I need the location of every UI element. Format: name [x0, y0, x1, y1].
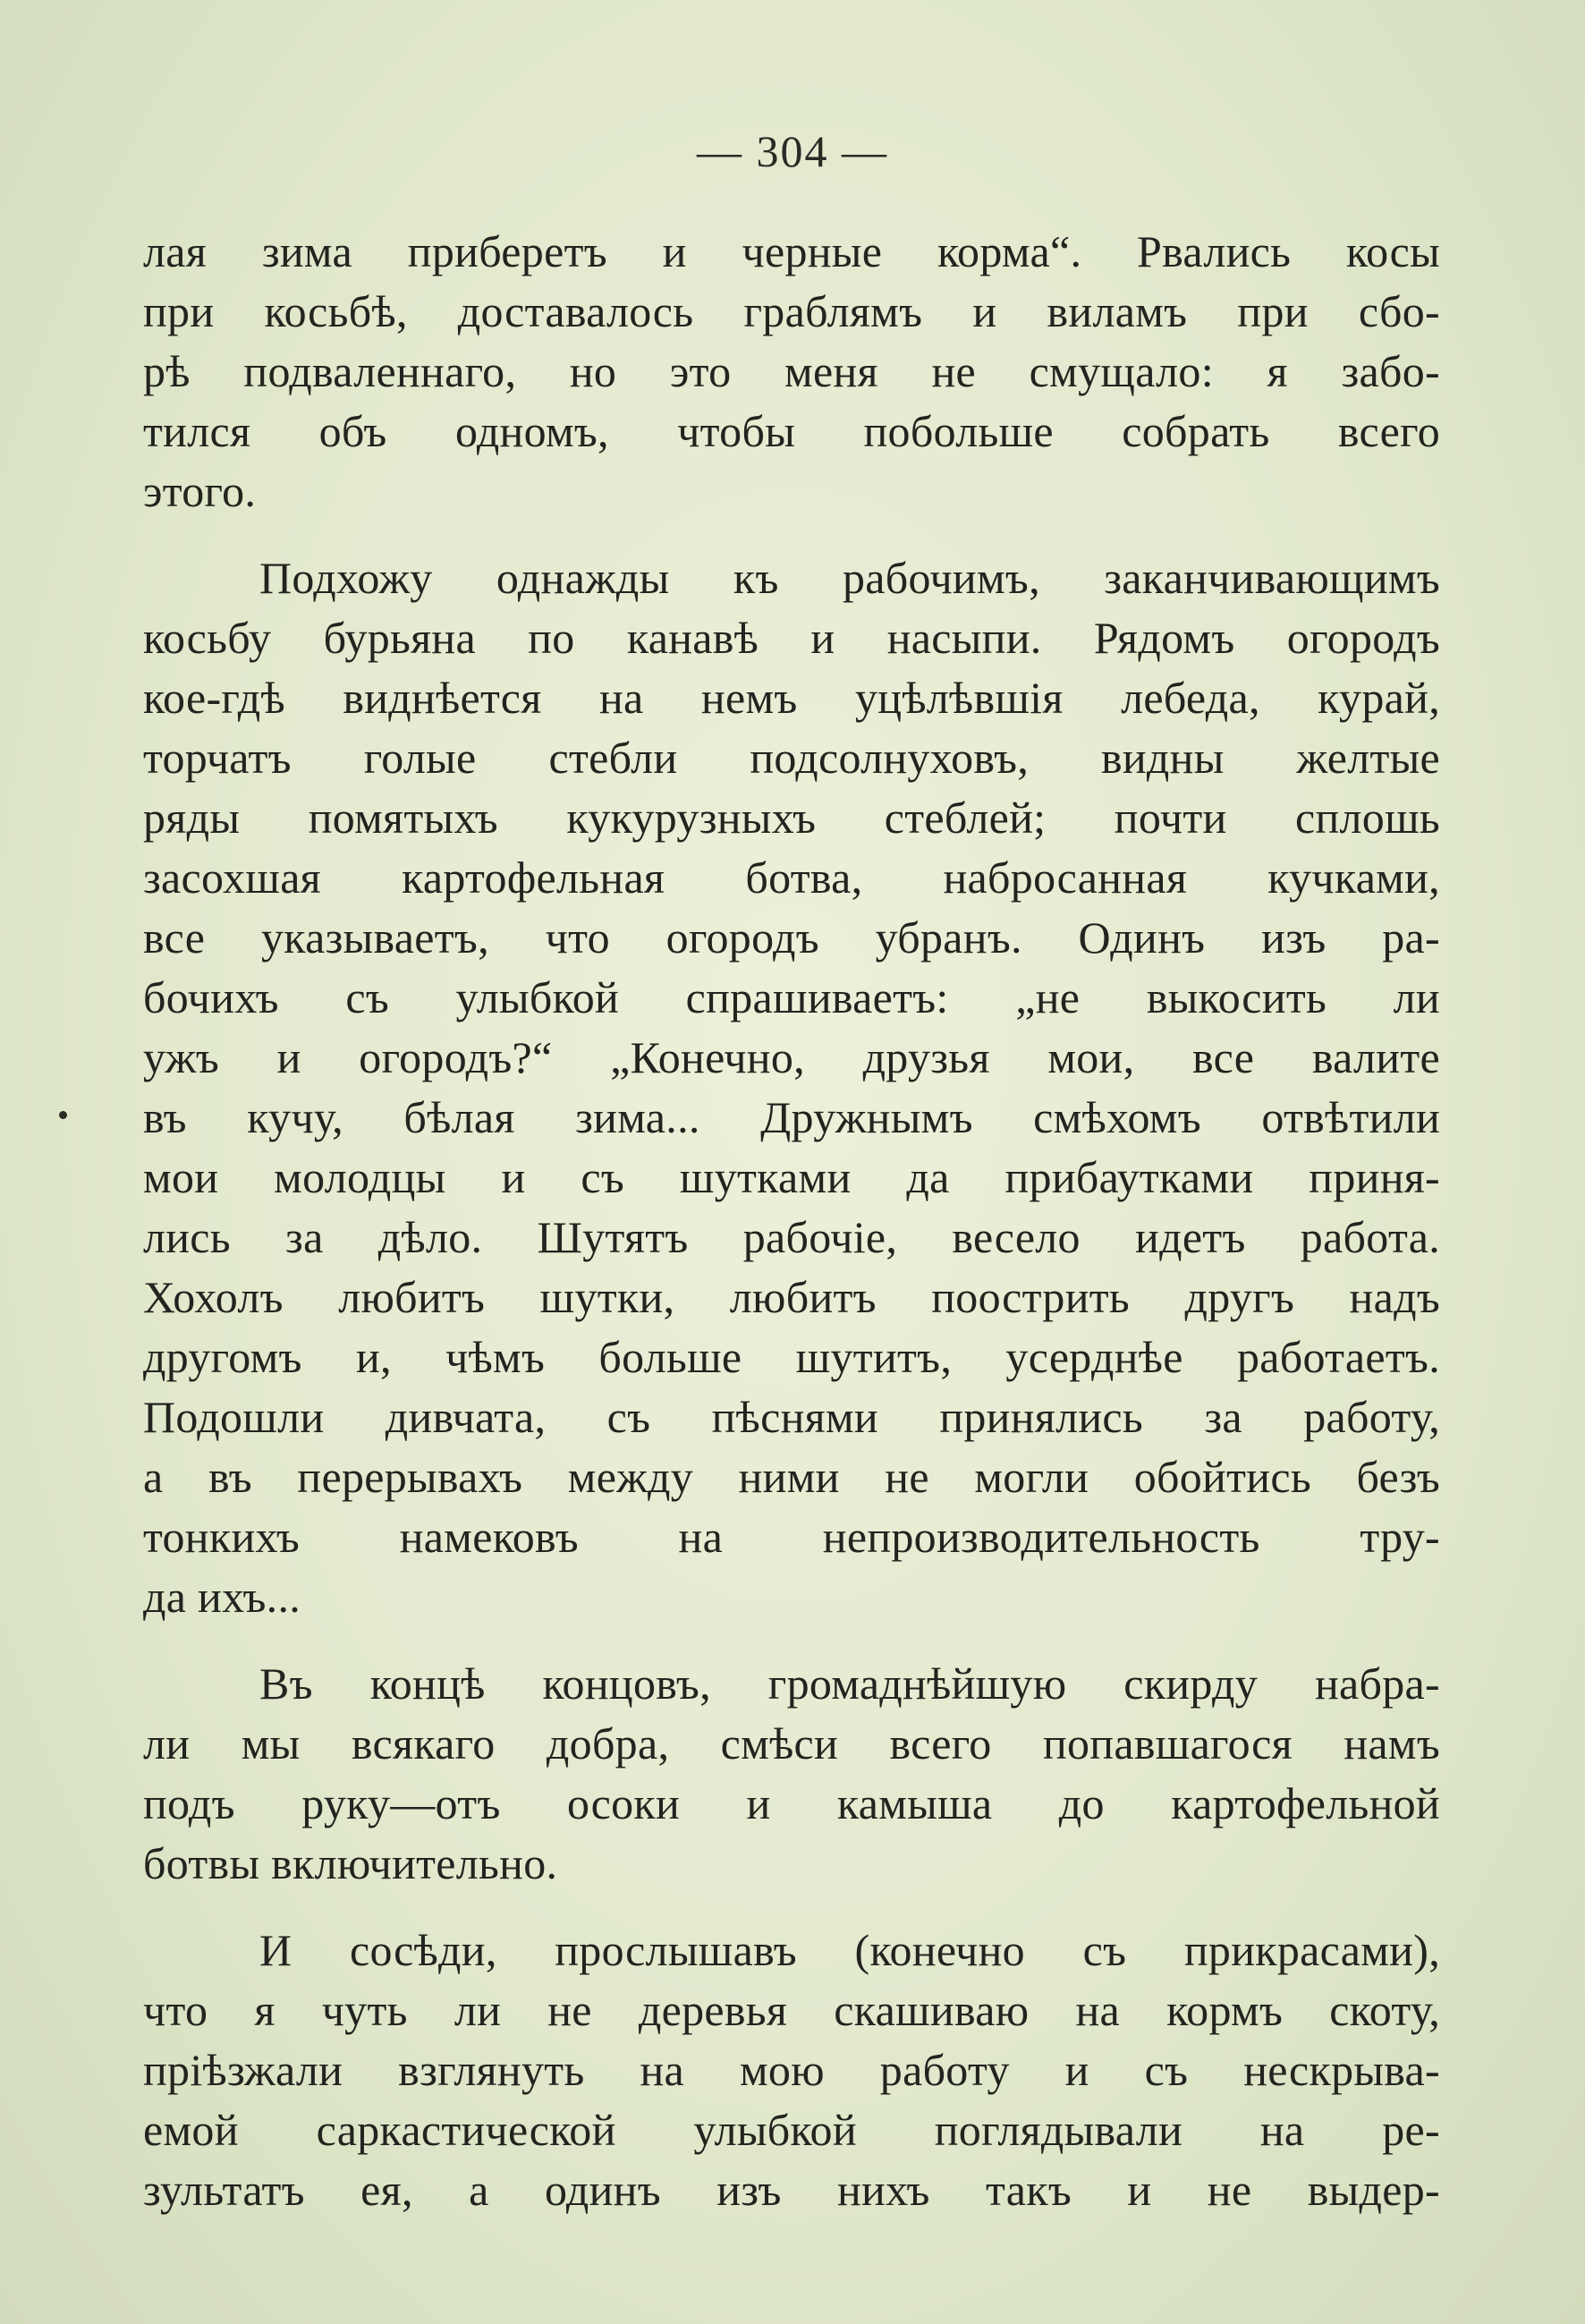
text-line: засохшая картофельная ботва, набросанная кучками, [143, 852, 1440, 903]
text-line: косьбу бурьяна по канавѣ и насыпи. Рядомъ огородъ [143, 613, 1440, 663]
text-line: Хохолъ любитъ шутки, любитъ поострить другъ надъ [143, 1272, 1440, 1322]
text-line: Подошли дивчата, съ пѣснями принялись за работу, [143, 1392, 1440, 1442]
body-text [143, 222, 1440, 2247]
text-line: пріѣзжали взглянуть на мою работу и съ нескрыва- [143, 2045, 1440, 2095]
text-line: торчатъ голые стебли подсолнуховъ, видны желтые [143, 733, 1440, 783]
text-line: этого. [143, 466, 257, 516]
text-line: при косьбѣ, доставалось граблямъ и виламъ при сбо- [143, 286, 1440, 336]
text-line: что я чуть ли не деревья скашиваю на кормъ скоту, [143, 1985, 1440, 2035]
text-line: тился объ одномъ, чтобы побольше собрать всего [143, 406, 1440, 456]
text-line: Подхожу однажды къ рабочимъ, заканчивающимъ [259, 553, 1440, 603]
text-line: другомъ и, чѣмъ больше шутитъ, усерднѣе работаетъ. [143, 1332, 1440, 1382]
text-line: рѣ подваленнаго, но это меня не смущало: я забо- [143, 346, 1440, 396]
paragraph-2 [143, 548, 1440, 1627]
text-line: ряды помятыхъ кукурузныхъ стеблей; почти сплошь [143, 793, 1440, 843]
page-number: — 304 — [697, 126, 888, 176]
text-line: лись за дѣло. Шутятъ рабочіе, весело идетъ работа. [143, 1212, 1440, 1262]
text-line: лая зима приберетъ и черные корма“. Рвались косы [143, 226, 1440, 276]
text-line: ли мы всякаго добра, смѣси всего попавшагося намъ [143, 1718, 1440, 1768]
paragraph-4 [143, 1921, 1440, 2220]
text-line: подъ руку—отъ осоки и камыша до картофельной [143, 1778, 1440, 1828]
paragraph-1 [143, 222, 1440, 522]
text-line: ботвы включительно. [143, 1838, 558, 1888]
text-line: тонкихъ намековъ на непроизводительность тру- [143, 1512, 1440, 1562]
ink-speck [59, 1111, 67, 1119]
text-line: а въ перерывахъ между ними не могли обойтись безъ [143, 1452, 1440, 1502]
text-line: И сосѣди, прослышавъ (конечно съ прикрасами), [259, 1925, 1440, 1975]
text-line: все указываетъ, что огородъ убранъ. Одинъ изъ ра- [143, 912, 1440, 963]
text-line: ужъ и огородъ?“ „Конечно, друзья мои, все валите [143, 1032, 1440, 1082]
text-line: зультатъ ея, а одинъ изъ нихъ такъ и не выдер- [143, 2165, 1440, 2215]
text-line: въ кучу, бѣлая зима... Дружнымъ смѣхомъ отвѣтили [143, 1092, 1440, 1142]
paragraph-3 [143, 1654, 1440, 1894]
text-line: кое-гдѣ виднѣется на немъ уцѣлѣвшія лебеда, курай, [143, 673, 1440, 723]
text-line: бочихъ съ улыбкой спрашиваетъ: „не выкосить ли [143, 972, 1440, 1022]
text-line: да ихъ... [143, 1572, 301, 1622]
text-line: мои молодцы и съ шутками да прибаутками приня- [143, 1152, 1440, 1202]
text-line: емой саркастической улыбкой поглядывали на ре- [143, 2105, 1440, 2155]
text-line: Въ концѣ концовъ, громаднѣйшую скирду набра- [259, 1658, 1440, 1709]
